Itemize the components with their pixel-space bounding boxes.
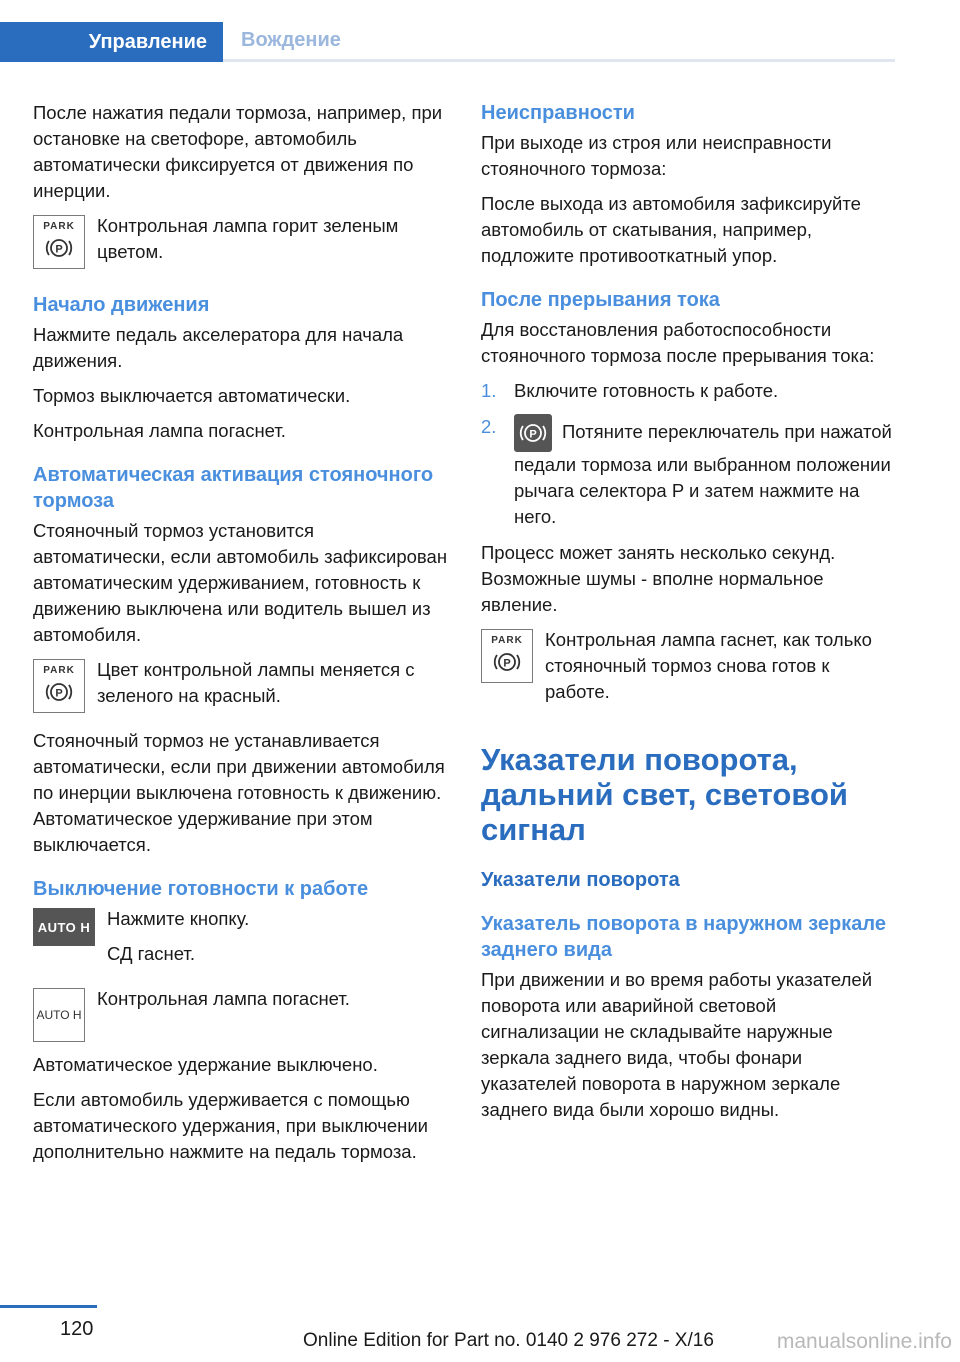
autoh-button-icon [33,908,95,946]
list-item [481,378,896,404]
park-indicator-icon [33,215,85,269]
paragraph: Стояночный тормоз установится автоматически, если автомобиль зафиксирован автоматическим удерживанием, готовность к движению выключена или водитель вышел из автомобиля. [33,520,448,645]
paragraph: После нажатия педали тормоза, например, при остановке на светофоре, автомобиль автоматически фиксируется от движения по инерции. [33,102,443,201]
park-icon-label: PARK [43,665,75,676]
section-heading: Указатель поворота в наружном зеркале заднего вида [481,913,886,961]
autoh-label: AUTO H [36,1008,82,1022]
autoh-indicator-note [33,986,448,1042]
subsection-heading: Указатели поворота [481,869,680,891]
paragraph: При движении и во время работы указателей поворота или аварийной световой сигнализации не складывайте наружные зеркала заднего вида, чтобы фонари указателей поворота в наружном зеркале заднего вида были хорошо видны. [481,969,873,1120]
indicator-note [481,627,896,714]
indicator-text: Контрольная лампа гаснет, как только стояночный тормоз снова готов к работе. [545,629,872,702]
step-text: Включите готовность к работе. [514,380,779,401]
paragraph: Процесс может занять несколько секунд. Возможные шумы - вполне нормальное явление. [481,542,836,615]
list-item [481,414,896,530]
tab-control-label: Управление [88,30,207,53]
indicator-text: Контрольная лампа погаснет. [97,988,350,1009]
autoh-button-note [33,906,448,976]
svg-text:P: P [55,687,63,700]
watermark: manualsonline.info [776,1330,952,1353]
park-icon-label: PARK [43,221,75,232]
chapter-heading: Указатели поворота, дальний свет, световой сигнал [481,742,848,847]
step-number: 1. [481,380,497,401]
paragraph: Стояночный тормоз не устанавливается автоматически, если при движении автомобиля по инерции выключена готовность к движению. Автоматическое удерживание при этом выключается. [33,730,445,855]
section-heading: Неисправности [481,102,635,124]
indicator-note [33,213,448,274]
paragraph: При выходе из строя или неисправности стояночного тормоза: [481,132,832,179]
left-column [33,100,448,1174]
footer-accent-line [0,1305,97,1308]
paragraph: Для восстановления работоспособности стояночного тормоза после прерывания тока: [481,319,875,366]
autoh-indicator-icon [33,988,85,1042]
step-text: Потяните переключатель при нажатой педали тормоза или выбранном положении рычага селектора P и затем нажмите на него. [514,420,892,527]
paragraph: Если автомобиль удерживается с помощью автоматического удержания, при выключении дополнительно нажмите на педаль тормоза. [33,1089,429,1162]
indicator-note [33,657,448,718]
indicator-text: Контрольная лампа горит зеленым цветом. [97,215,399,262]
paragraph: Автоматическое удержание выключено. [33,1054,378,1075]
tab-driving-label: Вождение [241,29,341,51]
section-heading: Автоматическая активация стояночного тормоза [33,464,434,512]
step-number: 2. [481,416,497,437]
autoh-button-text [107,906,448,976]
edition-note: Online Edition for Part no. 0140 2 976 272 - X/16 [303,1330,714,1351]
parking-brake-switch-icon [514,414,552,452]
paragraph: Нажмите кнопку. [107,908,250,929]
parking-brake-icon [44,677,74,707]
parking-brake-icon [492,647,522,677]
parking-brake-icon [44,233,74,263]
paragraph: Тормоз выключается автоматически. [33,385,351,406]
paragraph: После выхода из автомобиля зафиксируйте автомобиль от скатывания, например, подложите противооткатный упор. [481,193,861,266]
paragraph: Контрольная лампа погаснет. [33,420,286,441]
svg-text:P: P [55,243,63,256]
park-indicator-icon [33,659,85,713]
svg-text:P: P [529,428,537,441]
indicator-text: Цвет контрольной лампы меняется с зеленого на красный. [97,659,415,706]
tab-driving[interactable] [223,22,359,59]
park-icon-label: PARK [491,635,523,646]
section-heading: Начало движения [33,294,210,316]
paragraph: СД гаснет. [107,943,195,964]
tab-control[interactable] [0,22,223,62]
right-column [481,100,896,1132]
svg-text:P: P [503,657,511,670]
park-indicator-icon [481,629,533,683]
steps-list [481,378,896,530]
paragraph: Нажмите педаль акселератора для начала движения. [33,324,404,371]
section-heading: После прерывания тока [481,289,720,311]
section-heading: Выключение готовности к работе [33,878,369,900]
chapter-tabs [0,22,895,62]
page-number: 120 [60,1318,94,1340]
autoh-label: AUTO H [37,919,91,935]
